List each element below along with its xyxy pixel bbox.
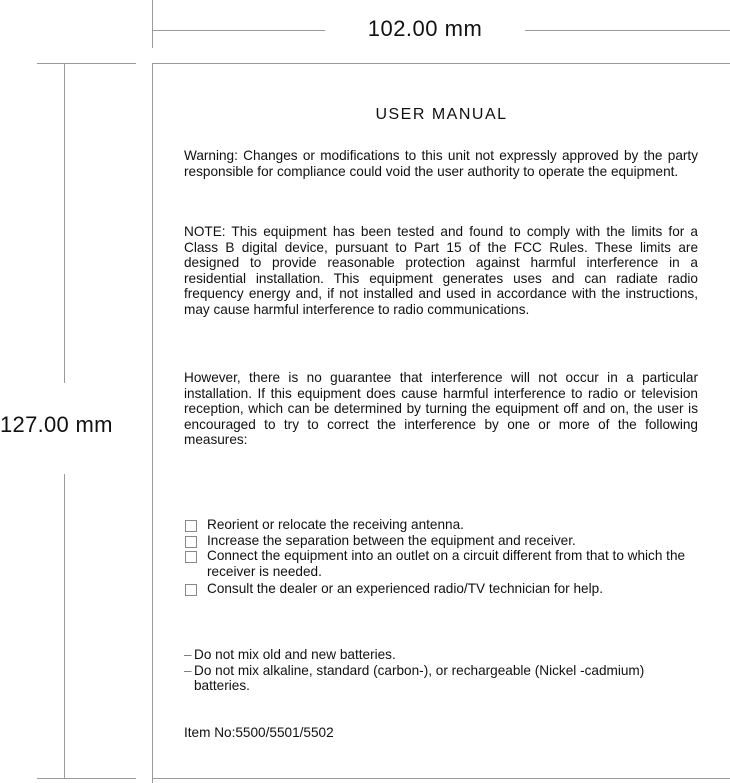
height-tick-top (37, 63, 136, 64)
height-tick-bottom (37, 778, 136, 779)
frame-bottom-border (152, 778, 730, 779)
list-item: Connect the equipment into an outlet on a circuit different from that to which the receiver is needed. (184, 548, 704, 579)
dash-bullet-icon: – (184, 662, 192, 678)
list-item: Increase the separation between the equipment and receiver. (184, 533, 704, 549)
height-dimension-line-top (64, 63, 65, 383)
item-number: Item No:5500/5501/5502 (184, 725, 334, 740)
interference-paragraph: However, there is no guarantee that interference will not occur in a particular installation. If this equipment does cause harmful interference to radio or television reception, which can be determined by turning the equipment off and on, the user is encouraged to try to correct the interference by one or more of the following measures: (184, 370, 698, 447)
warning-paragraph: Warning: Changes or modifications to this unit not expressly approved by the party responsible for compliance could void the user authority to operate the equipment. (184, 148, 698, 179)
frame-left-vertical (152, 0, 153, 48)
dash-bullet-icon: – (184, 647, 192, 662)
checkbox-square-icon (185, 551, 197, 563)
frame-top-border (152, 63, 730, 64)
battery-notes-list (184, 647, 694, 694)
width-dimension-line-right (525, 30, 730, 31)
measures-list (184, 517, 704, 597)
list-item: – Do not mix old and new batteries. (184, 647, 396, 662)
height-dimension-label: 127.00 mm (0, 412, 113, 437)
fcc-note-paragraph: NOTE: This equipment has been tested and found to comply with the limits for a Class B digital device, pursuant to Part 15 of the FCC Rules. These limits are designed to provide reasonable protection against harmful interference in a residential installation. This equipment generates uses and can radiate radio frequency energy and, if not installed and used in accordance with the instructions, may cause harmful interference to radio communications. (184, 224, 698, 317)
width-dimension-label: 102.00 mm (367, 16, 483, 41)
width-dimension-line-left (153, 30, 325, 31)
manual-title: USER MANUAL (375, 106, 508, 123)
height-dimension-line-bottom (64, 474, 65, 779)
frame-left-vertical (152, 63, 153, 783)
checkbox-square-icon (185, 584, 197, 596)
checkbox-square-icon (185, 536, 197, 548)
list-item: – Do not mix alkaline, standard (carbon-), or rechargeable (Nickel -cadmium) batteries. (184, 662, 645, 693)
checkbox-square-icon (185, 520, 197, 532)
list-item: Reorient or relocate the receiving antenna. (184, 517, 704, 533)
list-item: Consult the dealer or an experienced radio/TV technician for help. (184, 581, 704, 597)
